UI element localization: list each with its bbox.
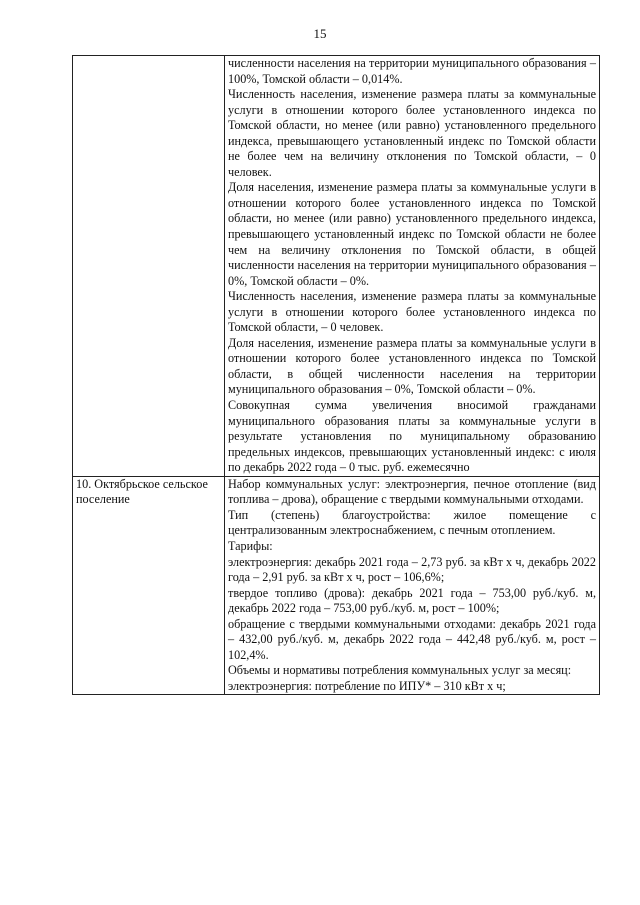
- paragraph: Доля населения, изменение размера платы за коммунальные услуги в отношении которого более установленного индекса по Томской области, но менее (или равно) установленного предельного индекса, превышающего установленный индекс по Томской области не более чем на величину отклонения по Томской области, в общей численности населения на территории муниципального образования – 0%, Томской области – 0%.: [228, 180, 596, 288]
- table-row-oktyabrskoe: [73, 476, 600, 695]
- table-row-continuation: [73, 56, 600, 477]
- paragraph: Тарифы:: [228, 538, 273, 553]
- paragraph: численности населения на территории муниципального образования – 100%, Томской области – 0,014%.: [228, 56, 596, 86]
- description-cell: [225, 476, 600, 695]
- paragraph: обращение с твердыми коммунальными отходами: декабрь 2021 года – 432,00 руб./куб. м, декабрь 2022 года – 442,48 руб./куб. м, рост – 102,4%.: [228, 616, 596, 662]
- description-cell: [225, 56, 600, 477]
- paragraph: Набор коммунальных услуг: электроэнергия, печное отопление (вид топлива – дрова), обращение с твердыми коммунальными отходами.: [228, 476, 596, 507]
- paragraph: твердое топливо (дрова): декабрь 2021 года – 753,00 руб./куб. м, декабрь 2022 года – 753,00 руб./куб. м, рост – 100%;: [228, 585, 596, 616]
- municipality-cell: 10. Октябрьское сельское поселение: [73, 476, 225, 695]
- tariff-table: [72, 55, 600, 695]
- page-number: 15: [313, 26, 327, 41]
- municipality-cell: [73, 56, 225, 477]
- paragraph: Объемы и нормативы потребления коммунальных услуг за месяц:: [228, 663, 572, 678]
- paragraph: Численность населения, изменение размера платы за коммунальные услуги в отношении которого более установленного индекса по Томской области, но менее (или равно) установленного предельного индекса, превышающего установленный индекс по Томской области не более чем на величину отклонения по Томской области, – 0 человек.: [228, 87, 596, 179]
- paragraph: Доля населения, изменение размера платы за коммунальные услуги в отношении которого более установленного индекса по Томской области, в общей численности населения на территории муниципального образования – 0%, Томской области – 0%.: [228, 335, 596, 397]
- paragraph: Тип (степень) благоустройства: жилое помещение с централизованным электроснабжением, с печным отоплением.: [228, 507, 596, 538]
- paragraph: Совокупная сумма увеличения вносимой гражданами муниципального образования платы за коммунальные услуги в результате установления по муниципальному образованию предельных индексов, превышающих установленный индекс: с июля по декабрь 2022 года – 0 тыс. руб. ежемесячно: [228, 398, 596, 475]
- paragraph: электроэнергия: декабрь 2021 года – 2,73 руб. за кВт х ч, декабрь 2022 года – 2,91 руб. за кВт х ч, рост – 106,6%;: [228, 554, 596, 585]
- paragraph: электроэнергия: потребление по ИПУ* – 310 кВт х ч;: [228, 678, 506, 693]
- paragraph: Численность населения, изменение размера платы за коммунальные услуги в отношении которого более установленного индекса по Томской области, – 0 человек.: [228, 289, 596, 335]
